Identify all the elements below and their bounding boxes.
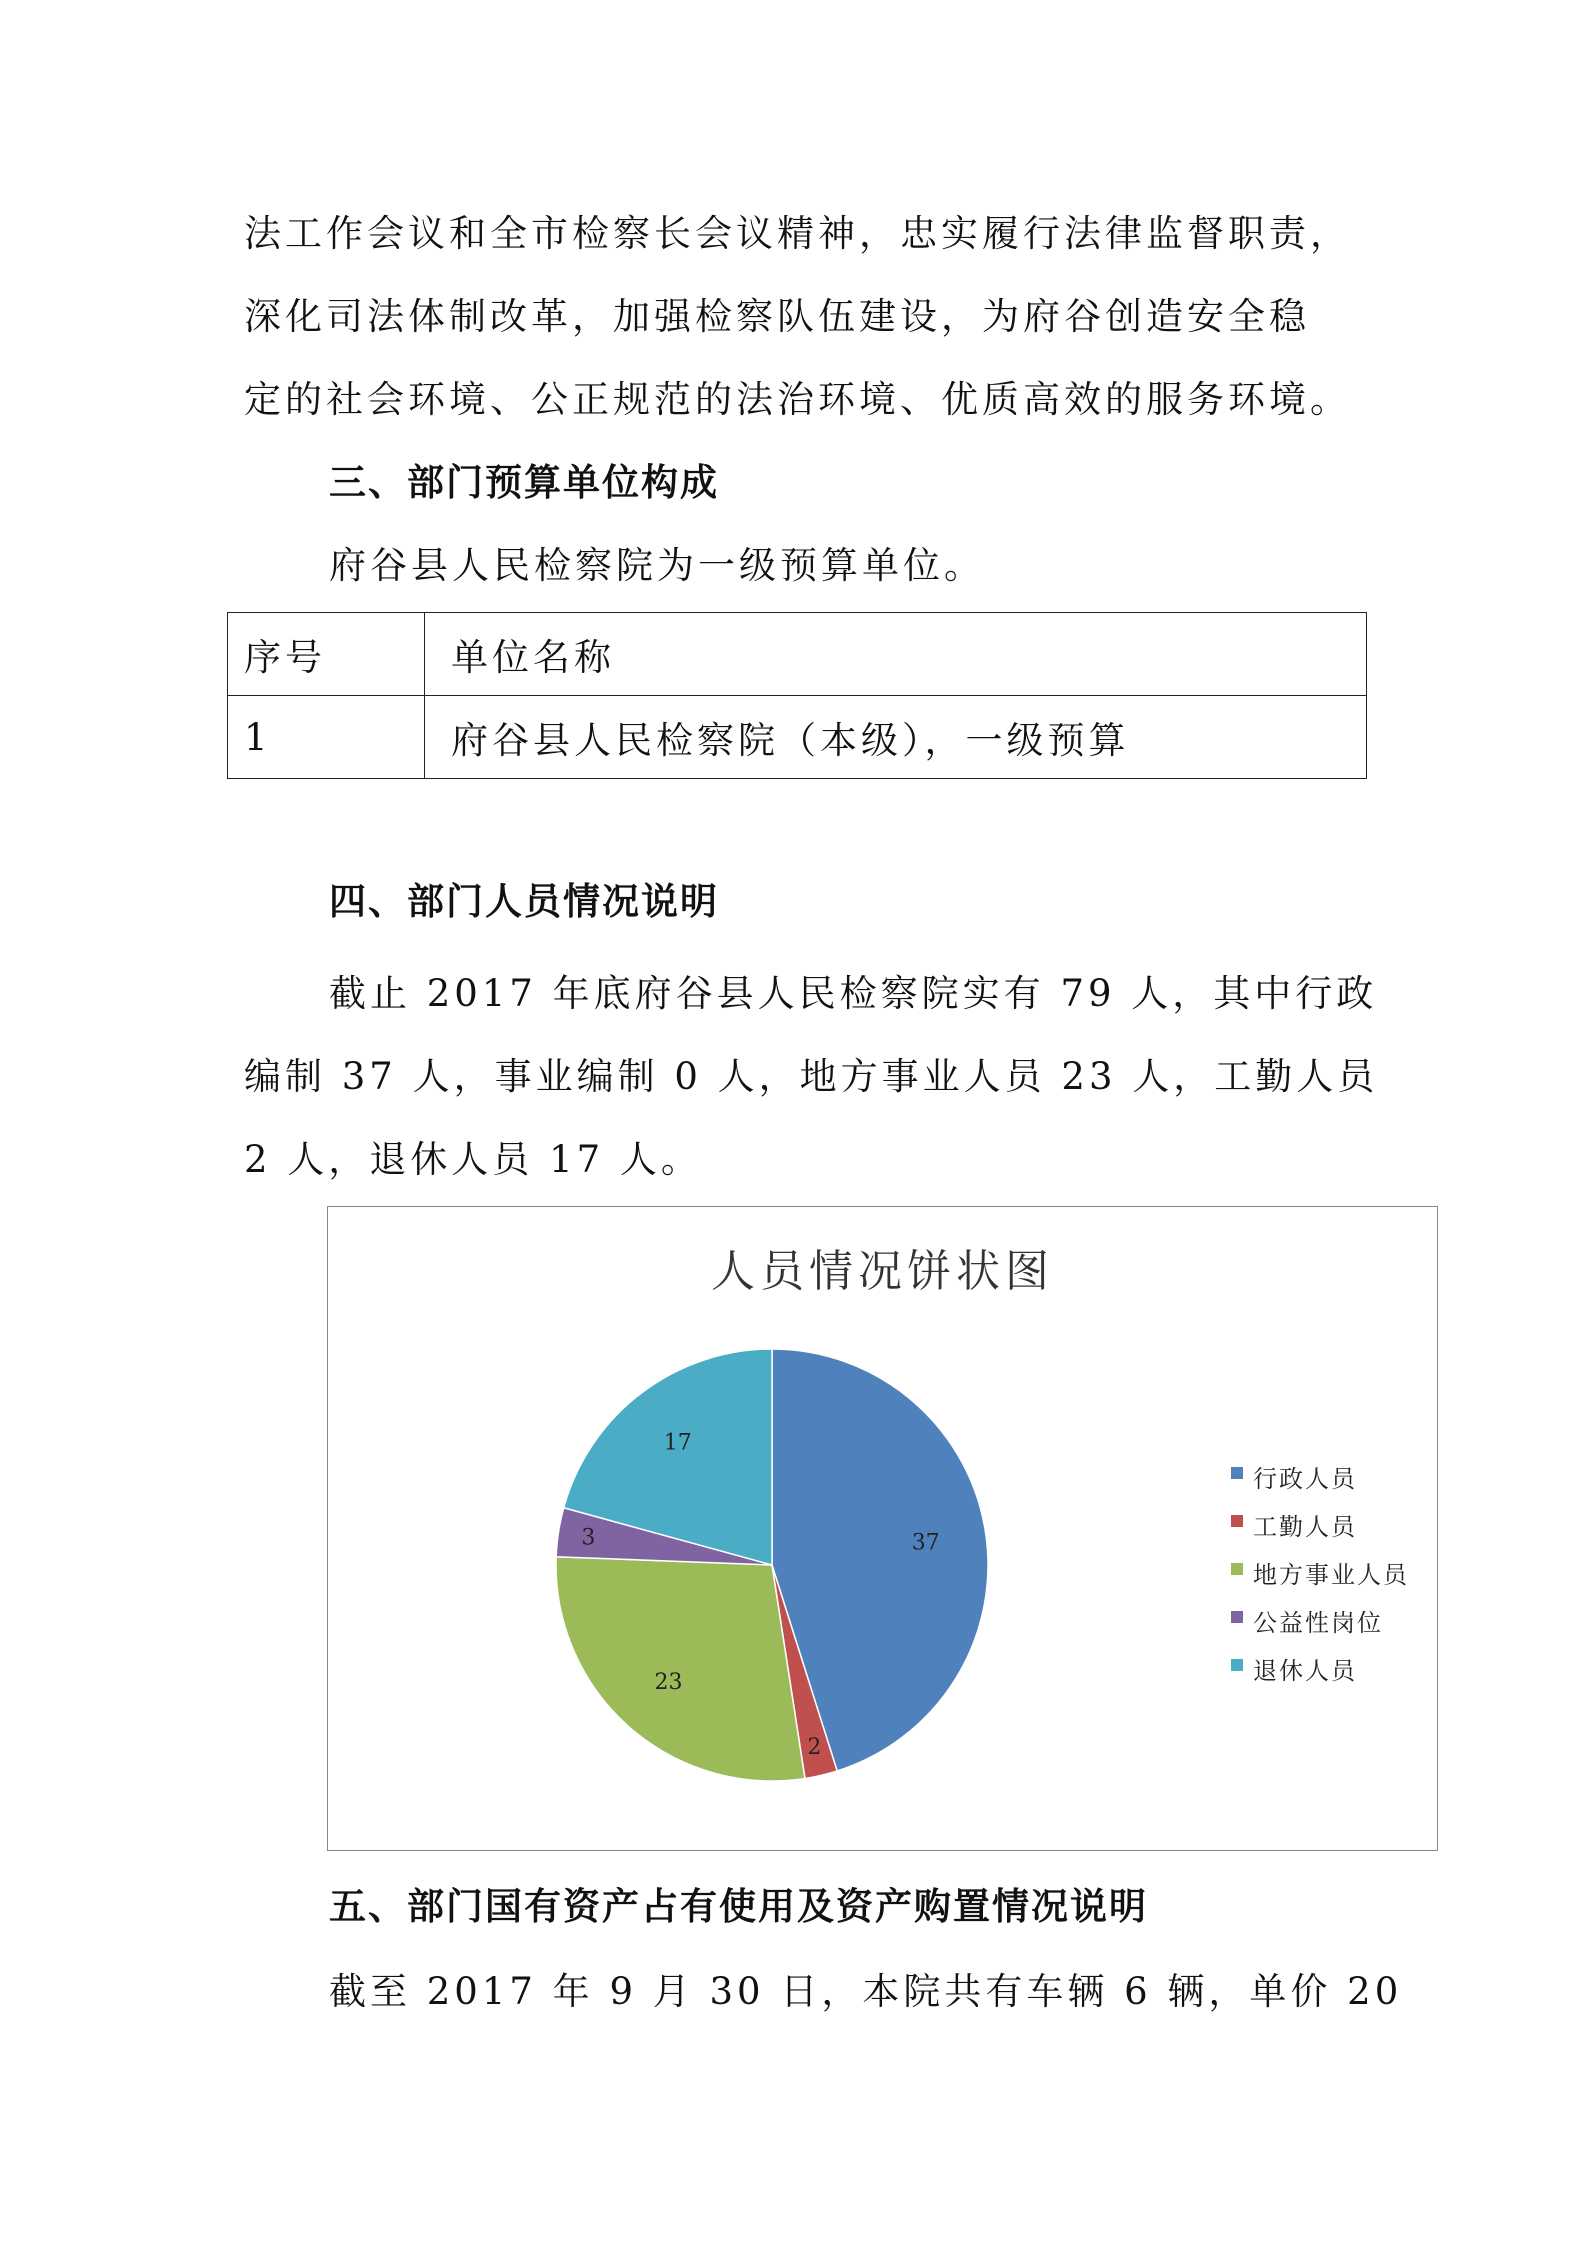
legend-label: 地方事业人员 bbox=[1253, 1561, 1409, 1589]
legend-label: 退休人员 bbox=[1253, 1657, 1357, 1685]
staff-pie-chart bbox=[327, 1206, 1438, 1851]
paragraph-line: 深化司法体制改革，加强检察队伍建设，为府谷创造安全稳 bbox=[244, 295, 1310, 338]
table-cell: 1 bbox=[228, 696, 425, 779]
paragraph-line: 府谷县人民检察院为一级预算单位。 bbox=[329, 544, 985, 587]
chart-title: 人员情况饼状图 bbox=[711, 1246, 1054, 1297]
table-header-cell: 单位名称 bbox=[425, 613, 1367, 696]
pie-slice-3 bbox=[556, 1557, 805, 1781]
pie-data-label: 17 bbox=[663, 1430, 692, 1456]
legend-swatch bbox=[1231, 1659, 1243, 1671]
paragraph-line: 截止 2017 年底府谷县人民检察院实有 79 人，其中行政 bbox=[329, 972, 1378, 1015]
section-heading-5: 五、部门国有资产占有使用及资产购置情况说明 bbox=[329, 1885, 1148, 1928]
paragraph-line: 定的社会环境、公正规范的法治环境、优质高效的服务环境。 bbox=[244, 378, 1351, 421]
table-header-row bbox=[228, 613, 1367, 696]
legend-swatch bbox=[1231, 1515, 1243, 1527]
pie-data-label: 37 bbox=[911, 1530, 940, 1556]
paragraph-line: 编制 37 人，事业编制 0 人，地方事业人员 23 人，工勤人员 bbox=[244, 1055, 1379, 1098]
section-heading-3: 三、部门预算单位构成 bbox=[329, 461, 719, 504]
table-row bbox=[228, 696, 1367, 779]
pie-data-label: 2 bbox=[807, 1734, 822, 1760]
budget-unit-table bbox=[227, 612, 1367, 779]
legend-label: 行政人员 bbox=[1253, 1465, 1357, 1493]
legend-label: 公益性岗位 bbox=[1253, 1609, 1383, 1637]
section-heading-4: 四、部门人员情况说明 bbox=[329, 880, 719, 923]
table-header-cell: 序号 bbox=[228, 613, 425, 696]
paragraph-line: 截至 2017 年 9 月 30 日，本院共有车辆 6 辆，单价 20 bbox=[329, 1970, 1403, 2013]
table-cell: 府谷县人民检察院（本级），一级预算 bbox=[425, 696, 1367, 779]
legend-swatch bbox=[1231, 1611, 1243, 1623]
paragraph-line: 法工作会议和全市检察长会议精神，忠实履行法律监督职责， bbox=[244, 212, 1351, 255]
legend-label: 工勤人员 bbox=[1253, 1513, 1357, 1541]
legend-swatch bbox=[1231, 1563, 1243, 1575]
legend-swatch bbox=[1231, 1467, 1243, 1479]
pie-data-label: 3 bbox=[581, 1525, 596, 1551]
paragraph-line: 2 人，退休人员 17 人。 bbox=[244, 1138, 702, 1181]
pie-data-label: 23 bbox=[654, 1670, 683, 1696]
